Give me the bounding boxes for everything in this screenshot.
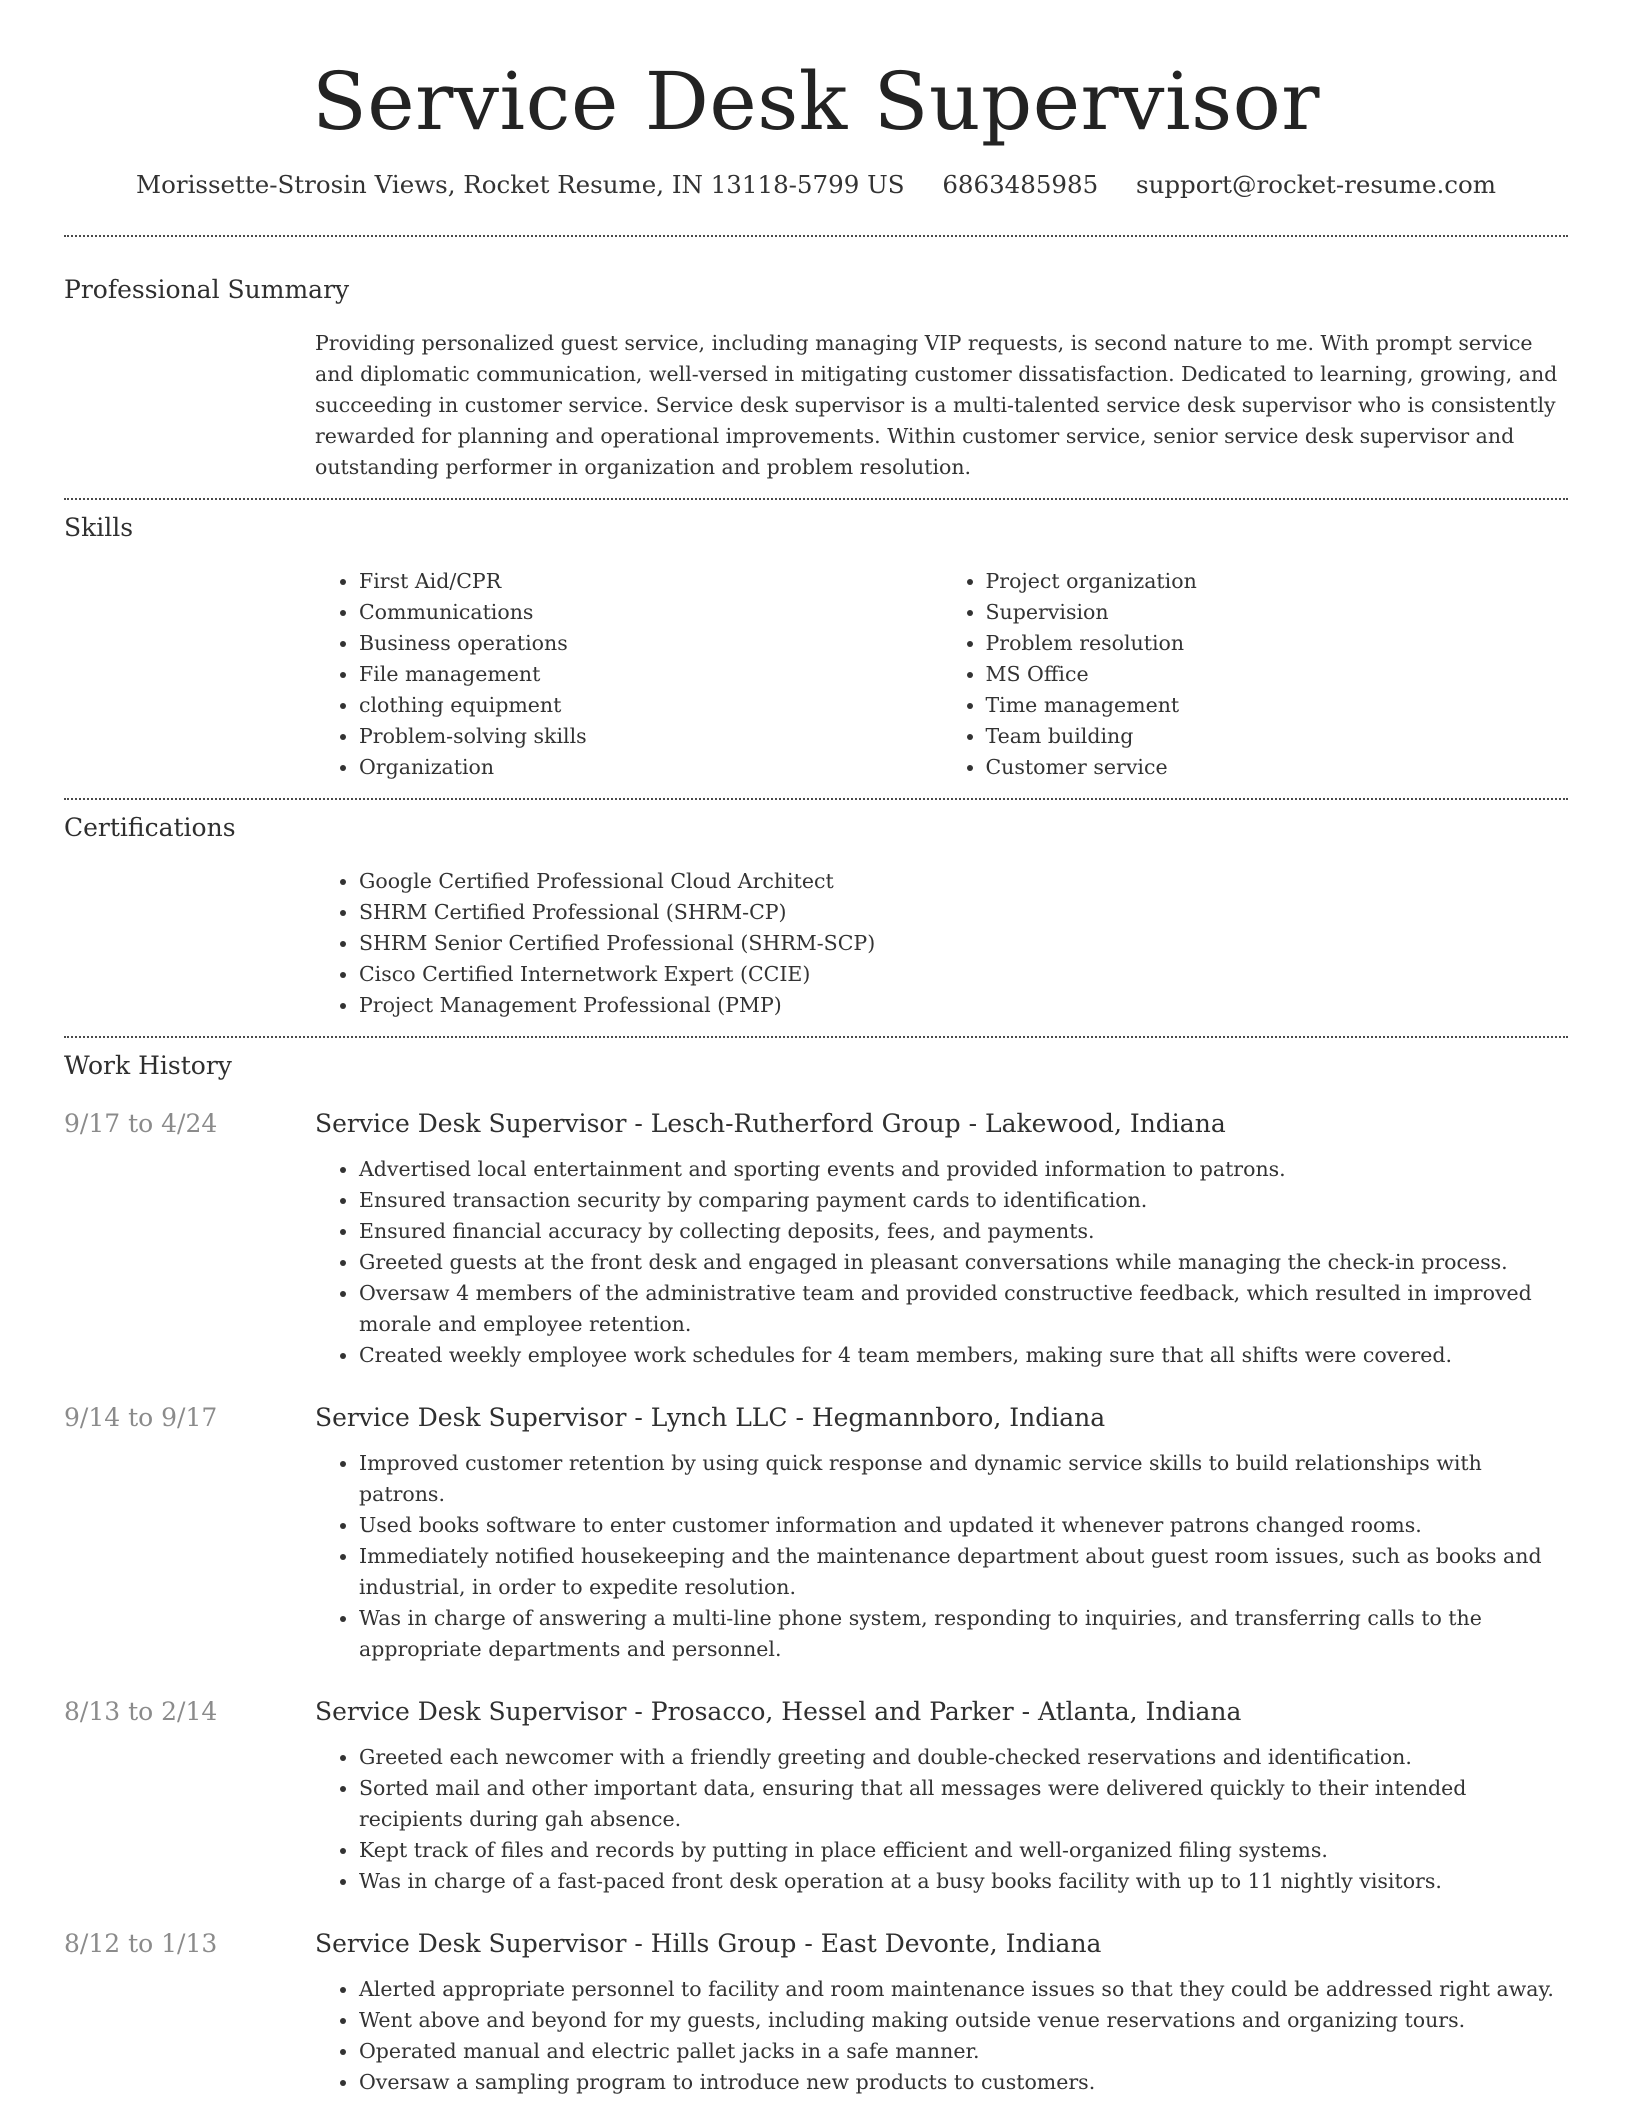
contact-address: Morissette-Strosin Views, Rocket Resume, IN 13118-5799 US (136, 170, 905, 199)
job-title: Service Desk Supervisor - Lesch-Rutherford Group - Lakewood, Indiana (315, 1109, 1226, 1138)
certifications-content (315, 866, 1568, 1021)
list-item: • Alerted appropriate personnel to facility and room maintenance issues so that they could be addressed right away. (359, 1974, 1568, 2005)
list-item: • Kept track of files and records by putting in place efficient and well-organized filing systems. (359, 1835, 1568, 1866)
list-item: • Used books software to enter customer information and updated it whenever patrons changed rooms. (359, 1510, 1568, 1541)
certifications-divider (64, 1036, 1568, 1038)
job-dates: 8/12 to 1/13 (64, 1929, 218, 1958)
list-item: • Time management (986, 690, 1569, 721)
summary-section (64, 274, 1568, 483)
list-item: • Ensured transaction security by comparing payment cards to identification. (359, 1185, 1568, 1216)
list-item: • Project organization (986, 566, 1569, 597)
list-item: • File management (359, 659, 942, 690)
job-dates: 8/13 to 2/14 (64, 1697, 218, 1726)
job-title: Service Desk Supervisor - Lynch LLC - Hegmannboro, Indiana (315, 1403, 1106, 1432)
list-item: • Oversaw 4 members of the administrative team and provided constructive feedback, which resulted in improved morale and employee retention. (359, 1278, 1568, 1340)
job-bullets (315, 1448, 1568, 1665)
list-item: • Organization (359, 752, 942, 783)
job-entry (64, 1696, 1568, 1897)
list-item: • Greeted guests at the front desk and engaged in pleasant conversations while managing the check-in process. (359, 1247, 1568, 1278)
job-bullet-list (315, 1974, 1568, 2098)
list-item: • Problem resolution (986, 628, 1569, 659)
list-item: • Sorted mail and other important data, ensuring that all messages were delivered quickly to their intended recipients during gah absence. (359, 1773, 1568, 1835)
job-entry (64, 1402, 1568, 1665)
list-item: • Business operations (359, 628, 942, 659)
list-item: • Improved customer retention by using quick response and dynamic service skills to build relationships with patrons. (359, 1448, 1568, 1510)
job-dates: 9/17 to 4/24 (64, 1109, 218, 1138)
list-item: • clothing equipment (359, 690, 942, 721)
job-title: Service Desk Supervisor - Prosacco, Hessel and Parker - Atlanta, Indiana (315, 1697, 1242, 1726)
job-bullets (315, 1974, 1568, 2098)
work-history-section (64, 1050, 1568, 2098)
contact-line (64, 168, 1568, 202)
job-bullets (315, 1154, 1568, 1371)
skills-list-left (315, 566, 942, 783)
list-item: • Operated manual and electric pallet jacks in a safe manner. (359, 2036, 1568, 2067)
certifications-section (64, 812, 1568, 1021)
list-item: • Cisco Certified Internetwork Expert (CCIE) (359, 959, 1568, 990)
skills-list-right (942, 566, 1569, 783)
list-item: • Created weekly employee work schedules for 4 team members, making sure that all shifts were covered. (359, 1340, 1568, 1371)
skills-content (315, 566, 1568, 783)
header-divider (64, 235, 1568, 237)
list-item: • Problem-solving skills (359, 721, 942, 752)
list-item: • Was in charge of answering a multi-line phone system, responding to inquiries, and transferring calls to the appropriate departments and personnel. (359, 1603, 1568, 1665)
list-item: • SHRM Certified Professional (SHRM-CP) (359, 897, 1568, 928)
list-item: • Ensured financial accuracy by collecting deposits, fees, and payments. (359, 1216, 1568, 1247)
job-bullet-list (315, 1448, 1568, 1665)
skills-divider (64, 798, 1568, 800)
list-item: • Team building (986, 721, 1569, 752)
list-item: • Greeted each newcomer with a friendly greeting and double-checked reservations and identification. (359, 1742, 1568, 1773)
list-item: • Immediately notified housekeeping and the maintenance department about guest room issues, such as books and industrial, in order to expedite resolution. (359, 1541, 1568, 1603)
job-entry (64, 1928, 1568, 2098)
list-item: • Customer service (986, 752, 1569, 783)
list-item: • Was in charge of a fast-paced front desk operation at a busy books facility with up to 11 nightly visitors. (359, 1866, 1568, 1897)
skills-heading: Skills (64, 513, 134, 542)
job-entry (64, 1108, 1568, 1371)
list-item: • Oversaw a sampling program to introduce new products to customers. (359, 2067, 1568, 2098)
summary-content (315, 328, 1568, 483)
job-bullets (315, 1742, 1568, 1897)
summary-text: Providing personalized guest service, including managing VIP requests, is second nature to me. With prompt service and diplomatic communication, well-versed in mitigating customer dissatisfaction. Dedicated to learning, growing, and succeeding in customer service. Service desk supervisor is a multi-talented service desk supervisor who is consistently rewarded for planning and operational improvements. Within customer service, senior service desk supervisor and outstanding performer in organization and problem resolution. (315, 331, 1558, 479)
list-item: • MS Office (986, 659, 1569, 690)
list-item: • Communications (359, 597, 942, 628)
list-item: • Went above and beyond for my guests, including making outside venue reservations and organizing tours. (359, 2005, 1568, 2036)
resume-page (64, 0, 1568, 2098)
work-history-heading: Work History (64, 1051, 232, 1080)
list-item: • First Aid/CPR (359, 566, 942, 597)
contact-phone: 6863485985 (942, 170, 1099, 199)
certifications-list (315, 866, 1568, 1021)
summary-heading: Professional Summary (64, 275, 350, 304)
candidate-name: Service Desk Supervisor (311, 55, 1321, 148)
job-title: Service Desk Supervisor - Hills Group - East Devonte, Indiana (315, 1929, 1102, 1958)
certifications-heading: Certifications (64, 813, 236, 842)
job-bullet-list (315, 1742, 1568, 1897)
job-dates: 9/14 to 9/17 (64, 1403, 218, 1432)
list-item: • Google Certified Professional Cloud Architect (359, 866, 1568, 897)
list-item: • SHRM Senior Certified Professional (SHRM-SCP) (359, 928, 1568, 959)
skills-section (64, 512, 1568, 783)
summary-divider (64, 498, 1568, 500)
list-item: • Supervision (986, 597, 1569, 628)
list-item: • Advertised local entertainment and sporting events and provided information to patrons. (359, 1154, 1568, 1185)
job-bullet-list (315, 1154, 1568, 1371)
contact-email: support@rocket-resume.com (1136, 170, 1496, 199)
list-item: • Project Management Professional (PMP) (359, 990, 1568, 1021)
